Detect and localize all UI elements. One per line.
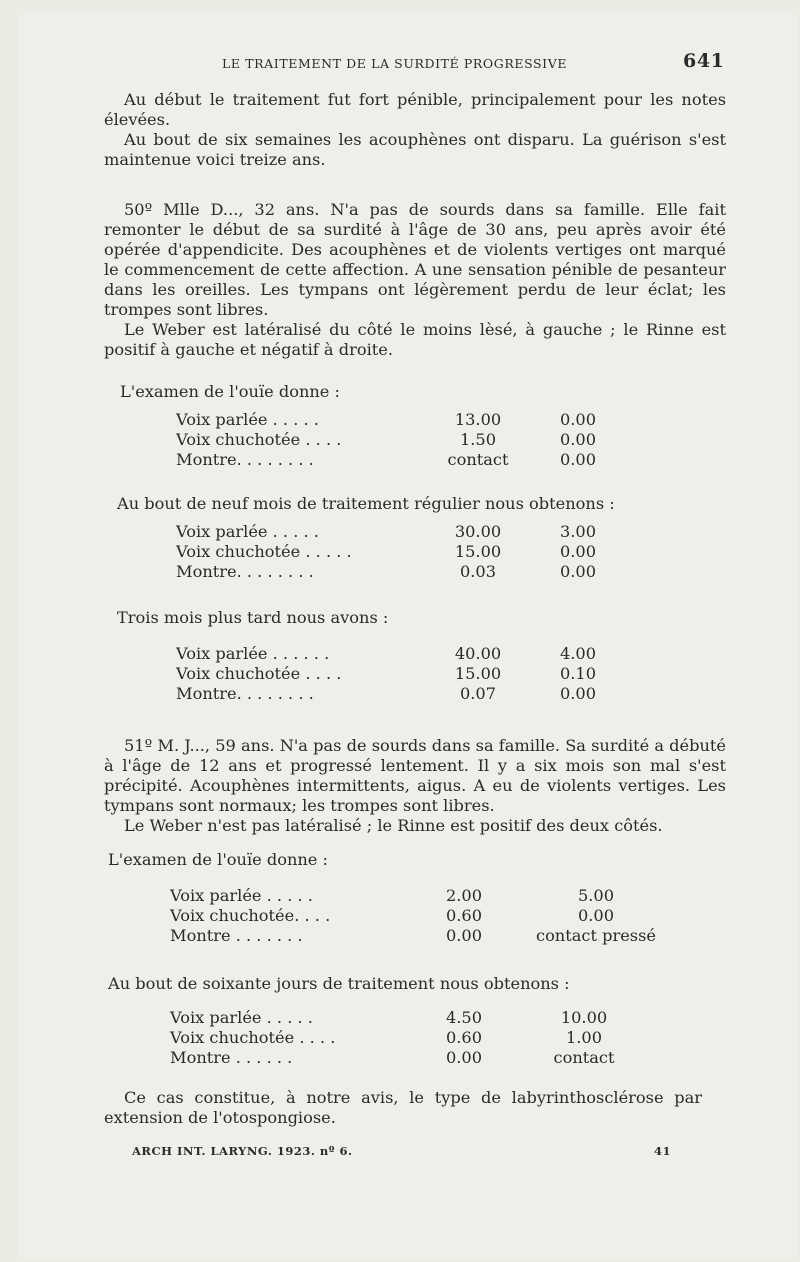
row-value-1: 0.60 — [445, 906, 483, 925]
table-row — [170, 1008, 664, 1028]
intro-paragraph-1: Au début le traitement fut fort pénible, principalement pour les notes élevées. — [104, 90, 726, 129]
row-value-1: 15.00 — [454, 542, 502, 561]
row-value-2: 10.00 — [560, 1008, 608, 1027]
table-row — [176, 450, 638, 470]
table-row — [176, 664, 638, 684]
row-value-1: 0.60 — [445, 1028, 483, 1047]
row-value-1: 40.00 — [454, 644, 502, 663]
row-value-2: 3.00 — [559, 522, 597, 541]
row-label: Voix parlée . . . . . — [176, 410, 319, 429]
conclusion-paragraph: Ce cas constitue, à notre avis, le type de labyrinthosclérose par extension de l'otospongiose. — [104, 1088, 702, 1127]
journal-citation: ARCH INT. LARYNG. 1923. nº 6. — [132, 1144, 353, 1158]
case-50-paragraph-2: Le Weber est latéralisé du côté le moins lèsé, à gauche ; le Rinne est positif à gauche et négatif à droite. — [104, 320, 726, 359]
row-label: Voix parlée . . . . . — [170, 886, 313, 905]
row-label: Montre. . . . . . . . — [176, 450, 314, 469]
page-sheet — [18, 10, 798, 1258]
row-value-2: 0.00 — [559, 542, 597, 561]
row-value-2: 0.10 — [559, 664, 597, 683]
case-50-block — [104, 200, 726, 360]
row-value-1: 1.50 — [459, 430, 497, 449]
row-label: Montre. . . . . . . . — [176, 684, 314, 703]
table-row — [176, 522, 638, 542]
page-number: 641 — [683, 50, 725, 72]
row-label: Voix chuchotée . . . . — [176, 430, 342, 449]
row-label: Montre . . . . . . — [170, 1048, 293, 1067]
case-50-exam1-table — [176, 410, 638, 470]
row-label: Voix chuchotée . . . . — [170, 1028, 336, 1047]
row-value-2: 1.00 — [565, 1028, 603, 1047]
case-51-exam1-table — [170, 886, 688, 946]
row-value-2: 4.00 — [559, 644, 597, 663]
case-51-paragraph-1: 51º M. J..., 59 ans. N'a pas de sourds dans sa famille. Sa surdité a débuté à l'âge de 12 ans et progressé lentement. Il y a six mois son mal s'est précipité. Acouphènes intermittents, aigus. A eu de violents vertiges. Les tympans sont normaux; les trompes sont libres. — [104, 736, 726, 815]
table-row — [176, 684, 638, 704]
row-label: Voix chuchotée . . . . — [176, 664, 342, 683]
case-51-block — [104, 736, 726, 836]
case-50-exam3-label: Trois mois plus tard nous avons : — [117, 608, 389, 627]
row-value-2: 0.00 — [559, 430, 597, 449]
intro-paragraph-2: Au bout de six semaines les acouphènes ont disparu. La guérison s'est maintenue voici treize ans. — [104, 130, 726, 169]
row-value-2: 0.00 — [577, 906, 615, 925]
case-50-paragraph-1: 50º Mlle D..., 32 ans. N'a pas de sourds dans sa famille. Elle fait remonter le début de sa surdité à l'âge de 30 ans, peu après avoir été opérée d'appendicite. Des acouphènes et de violents vertiges ont marqué le commencement de cette affection. A une sensation pénible de pesanteur dans les oreilles. Les tympans ont légèrement perdu de leur éclat; les trompes sont libres. — [104, 200, 726, 319]
table-row — [176, 562, 638, 582]
table-row — [170, 906, 688, 926]
row-label: Montre . . . . . . . — [170, 926, 303, 945]
table-row — [170, 886, 688, 906]
row-label: Voix parlée . . . . . — [170, 1008, 313, 1027]
case-51-exam1-label: L'examen de l'ouïe donne : — [108, 850, 328, 869]
case-50-exam2-label: Au bout de neuf mois de traitement régulier nous obtenons : — [117, 494, 615, 513]
case-51-paragraph-2: Le Weber n'est pas latéralisé ; le Rinne est positif des deux côtés. — [124, 816, 663, 835]
running-title: LE TRAITEMENT DE LA SURDITÉ PROGRESSIVE — [222, 56, 568, 71]
row-label: Voix parlée . . . . . . — [176, 644, 330, 663]
case-50-exam3-table — [176, 644, 638, 704]
intro-block — [104, 90, 726, 170]
row-value-1: contact — [447, 450, 509, 469]
row-value-2: contact pressé — [536, 926, 656, 945]
table-row — [176, 644, 638, 664]
row-value-1: 0.03 — [459, 562, 497, 581]
row-value-1: 0.07 — [459, 684, 497, 703]
signature-mark: 41 — [654, 1144, 672, 1158]
row-value-2: 0.00 — [559, 410, 597, 429]
table-row — [170, 1028, 664, 1048]
case-51-exam2-label: Au bout de soixante jours de traitement nous obtenons : — [108, 974, 570, 993]
row-value-1: 0.00 — [445, 1048, 483, 1067]
case-50-exam2-table — [176, 522, 638, 582]
row-value-2: 5.00 — [577, 886, 615, 905]
row-value-2: 0.00 — [559, 450, 597, 469]
row-value-1: 30.00 — [454, 522, 502, 541]
row-value-2: 0.00 — [559, 684, 597, 703]
table-row — [176, 542, 638, 562]
row-label: Voix chuchotée . . . . . — [176, 542, 352, 561]
table-row — [170, 1048, 664, 1068]
row-value-2: contact — [553, 1048, 615, 1067]
page-footer — [132, 1144, 672, 1158]
row-label: Voix parlée . . . . . — [176, 522, 319, 541]
case-51-exam2-table — [170, 1008, 664, 1068]
table-row — [176, 430, 638, 450]
conclusion-block — [104, 1088, 702, 1128]
row-label: Montre. . . . . . . . — [176, 562, 314, 581]
row-value-1: 13.00 — [454, 410, 502, 429]
row-value-1: 2.00 — [445, 886, 483, 905]
row-value-1: 15.00 — [454, 664, 502, 683]
row-value-1: 0.00 — [445, 926, 483, 945]
table-row — [176, 410, 638, 430]
row-label: Voix chuchotée. . . . — [170, 906, 331, 925]
table-row — [170, 926, 688, 946]
case-50-exam1-label: L'examen de l'ouïe donne : — [120, 382, 340, 401]
row-value-2: 0.00 — [559, 562, 597, 581]
row-value-1: 4.50 — [445, 1008, 483, 1027]
